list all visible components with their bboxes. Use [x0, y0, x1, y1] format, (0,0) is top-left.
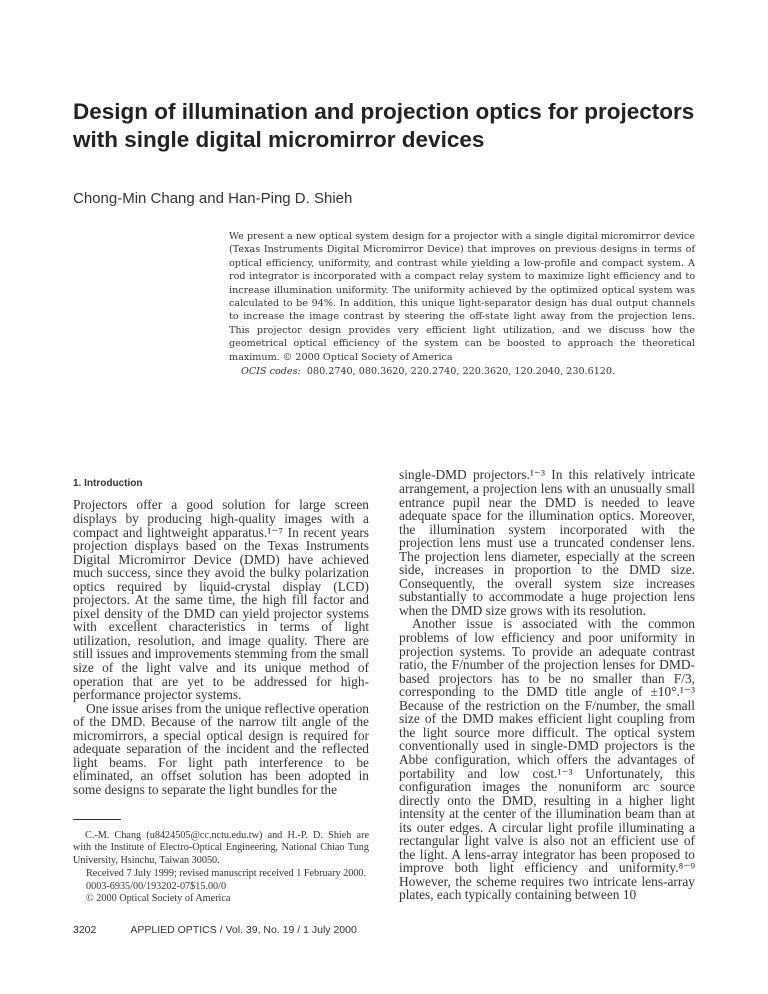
footnote-affiliation: C.-M. Chang (u8424505@cc.nctu.edu.tw) and H.-P. D. Shieh are with the Institute of Electro-Optical Engineering, National Chiao Tung University, Hsinchu, Taiwan 30050.: [73, 829, 369, 867]
footnote-code: 0003-6935/00/193202-07$15.00/0: [86, 880, 227, 892]
journal-info: APPLIED OPTICS / Vol. 39, No. 19 / 1 July 2000: [130, 924, 357, 937]
ocis-label: OCIS codes:: [241, 366, 301, 378]
paragraph: Another issue is associated with the common problems of low efficiency and poor uniformity in projection systems. To provide an adequate contrast ratio, the F/number of the projection lenses for DMD-based projectors has to be no smaller than F/3, corresponding to the DMD title angle of ±10°.¹⁻³ Because of the restriction on the F/number, the small size of the DMD makes efficient light coupling from the light source more difficult. The optical system conventionally used in single-DMD projectors is the Abbe configuration, which offers the advantages of portability and low cost.¹⁻³ Unfortunately, this configuration images the nonuniform arc source directly onto the DMD, resulting in a higher light intensity at the center of the illumination beam than at its outer edges. A circular light profile illuminating a rectangular light valve is also not an efficient use of the light. A lens-array integrator has been proposed to improve both light efficiency and uniformity.⁸⁻⁹ However, the scheme requires two intricate lens-array plates, each typically containing between 10: [399, 616, 695, 903]
authors: Chong-Min Chang and Han-Ping D. Shieh: [73, 190, 353, 207]
left-column: [73, 468, 369, 906]
body-columns: [73, 468, 695, 906]
footnote-copyright: © 2000 Optical Society of America: [86, 893, 231, 905]
ocis-codes: [229, 365, 695, 378]
right-column: [399, 468, 695, 902]
paper-title: Design of illumination and projection optics for projectors with single digital micromirror devices: [73, 99, 695, 152]
abstract: We present a new optical system design for a projector with a single digital micromirror device (Texas Instruments Digital Micromirror Device) that improves on previous designs in terms of optical efficiency, uniformity, and contrast while yielding a low-profile and compact system. A rod integrator is incorporated with a compact relay system to maximize light efficiency and to increase illumination uniformity. The uniformity achieved by the optimized optical system was calculated to be 94%. In addition, this unique light-separator design has dual output channels to increase the image contrast by steering the off-state light away from the projection lens. This projector design provides very efficient light utilization, and we discuss how the geometrical optical efficiency of the system can be boosted to approach the theoretical maximum. © 2000 Optical Society of America: [229, 231, 695, 363]
page-number: 3202: [73, 924, 97, 937]
section-heading: 1. Introduction: [73, 478, 143, 490]
page-footer: [73, 924, 695, 937]
footnote-received: Received 7 July 1999; revised manuscript received 1 February 2000.: [86, 867, 367, 879]
paragraph: One issue arises from the unique reflective operation of the DMD. Because of the narrow tilt angle of the micromirrors, a special optical design is required for adequate separation of the incident and the reflected light beams. For light path interference to be eliminated, an offset solution has been adopted in some designs to separate the light bundles for the: [73, 700, 369, 797]
footnote-rule: [73, 819, 121, 820]
paragraph: single-DMD projectors.¹⁻³ In this relatively intricate arrangement, a projection lens with an unusually small entrance pupil near the DMD is needed to leave adequate space for the illumination optics. Moreover, the illumination system incorporated with the projection lens must use a truncated condenser lens. The projection lens diameter, especially at the screen side, increases in proportion to the DMD size. Consequently, the overall system size increases substantially to accommodate a huge projection lens when the DMD size grows with its resolution.: [399, 467, 695, 618]
abstract-block: [229, 230, 695, 378]
ocis-values: 080.2740, 080.3620, 220.2740, 220.3620, 120.2040, 230.6120.: [306, 366, 616, 378]
paragraph: Projectors offer a good solution for large screen displays by producing high-quality images with a compact and lightweight apparatus.¹⁻⁷ In recent years projection displays based on the Texas Instruments Digital Micromirror Device (DMD) have achieved much success, since they avoid the bulky polarization optics required by liquid-crystal display (LCD) projectors. At the same time, the high fill factor and pixel density of the DMD can yield projector systems with excellent characteristics in terms of light utilization, resolution, and image quality. There are still issues and improvements stemming from the small size of the light valve and its unique method of operation that are yet to be addressed for high-performance projector systems.: [73, 497, 369, 703]
footnotes: [73, 830, 369, 907]
